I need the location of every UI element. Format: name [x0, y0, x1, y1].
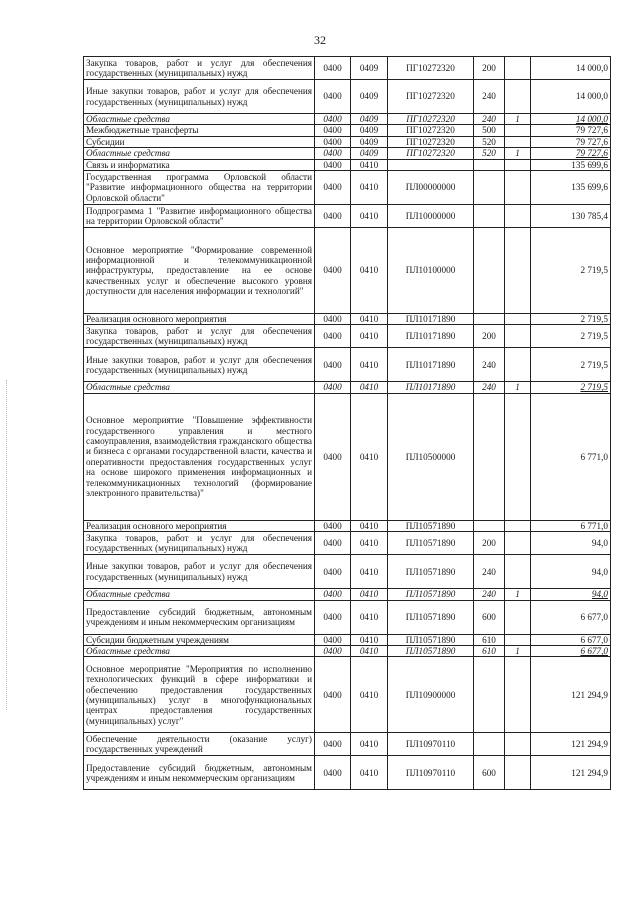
row-sum: 121 294,9: [531, 733, 611, 756]
row-name: Закупка товаров, работ и услуг для обеспечения государственных (муниципальных) нужд: [84, 325, 315, 348]
table-row: [84, 657, 611, 733]
row-source: [505, 520, 531, 531]
row-name: Закупка товаров, работ и услуг для обеспечения государственных (муниципальных) нужд: [84, 532, 315, 555]
row-expense-type: 600: [474, 600, 505, 634]
row-section: 0400: [315, 136, 351, 147]
row-sum: 2 719,5: [531, 314, 611, 325]
row-sum: [531, 382, 611, 393]
row-section: 0400: [315, 159, 351, 170]
table-row: [84, 148, 611, 159]
table-row: [84, 600, 611, 634]
row-source: [505, 555, 531, 589]
row-sum-value: 2 719,5: [580, 382, 608, 393]
row-subsection: 0409: [351, 136, 388, 147]
row-target-article: ПЛ10970110: [388, 733, 474, 756]
row-sum: [531, 148, 611, 159]
row-section: 0400: [315, 125, 351, 136]
row-expense-type: [474, 159, 505, 170]
row-expense-type: [474, 733, 505, 756]
row-subsection: 0410: [351, 228, 388, 314]
table-row: [84, 228, 611, 314]
row-subsection: 0410: [351, 205, 388, 228]
row-subsection: 0409: [351, 57, 388, 80]
row-target-article: ПГ10272320: [388, 136, 474, 147]
row-subsection: 0410: [351, 589, 388, 600]
row-expense-type: 610: [474, 634, 505, 645]
row-expense-type: [474, 314, 505, 325]
row-name: Связь и информатика: [84, 159, 315, 170]
row-source: [505, 80, 531, 114]
row-source: [505, 205, 531, 228]
row-sum: 2 719,5: [531, 228, 611, 314]
row-target-article: ПЛ10100000: [388, 228, 474, 314]
row-name: Областные средства: [84, 114, 315, 125]
row-section: 0400: [315, 57, 351, 80]
row-subsection: 0409: [351, 148, 388, 159]
row-sum-value: 94,0: [591, 589, 608, 600]
row-expense-type: 200: [474, 325, 505, 348]
row-name: Основное мероприятие "Формирование современной информационной и телекоммуникационной инфраструктуры, предоставление на ее основе качественных услуг и обеспечение высокого уровня доступности для населения информации и технологий": [84, 228, 315, 314]
row-subsection: 0410: [351, 756, 388, 790]
row-subsection: 0409: [351, 114, 388, 125]
row-expense-type: 500: [474, 125, 505, 136]
row-sum: 94,0: [531, 555, 611, 589]
row-expense-type: [474, 520, 505, 531]
row-subsection: 0410: [351, 555, 388, 589]
row-expense-type: 240: [474, 555, 505, 589]
row-section: 0400: [315, 756, 351, 790]
row-section: 0400: [315, 205, 351, 228]
row-name: Обеспечение деятельности (оказание услуг) государственных учреждений: [84, 733, 315, 756]
table-row: [84, 171, 611, 205]
row-name: Реализация основного мероприятия: [84, 314, 315, 325]
table-row: [84, 114, 611, 125]
row-sum: 135 699,6: [531, 159, 611, 170]
row-expense-type: 240: [474, 589, 505, 600]
table-row: [84, 634, 611, 645]
row-section: 0400: [315, 589, 351, 600]
row-subsection: 0409: [351, 125, 388, 136]
table-row: [84, 733, 611, 756]
row-section: 0400: [315, 114, 351, 125]
row-subsection: 0410: [351, 348, 388, 382]
row-name: Основное мероприятие "Мероприятия по исполнению технологических функций в сфере информатики и обеспечению предоставления государственных (муниципальных) услуг в многофункциональных центрах предоставления государственных (муниципальных) услуг": [84, 657, 315, 733]
row-source: 1: [505, 148, 531, 159]
row-target-article: ПЛ10970110: [388, 756, 474, 790]
table-row: [84, 348, 611, 382]
row-source: 1: [505, 114, 531, 125]
row-subsection: 0410: [351, 646, 388, 657]
table-row: [84, 532, 611, 555]
row-section: 0400: [315, 393, 351, 520]
row-sum: 2 719,5: [531, 348, 611, 382]
row-source: [505, 348, 531, 382]
row-source: [505, 228, 531, 314]
row-sum-value: 79 727,6: [575, 148, 608, 159]
row-expense-type: 610: [474, 646, 505, 657]
row-sum: 6 677,0: [531, 600, 611, 634]
row-subsection: 0410: [351, 657, 388, 733]
row-section: 0400: [315, 646, 351, 657]
row-subsection: 0410: [351, 325, 388, 348]
row-source: [505, 600, 531, 634]
row-target-article: ПГ10272320: [388, 148, 474, 159]
row-section: 0400: [315, 148, 351, 159]
row-sum: 14 000,0: [531, 57, 611, 80]
row-target-article: ПЛ10900000: [388, 657, 474, 733]
row-name: Основное мероприятие "Повышение эффективности государственного управления и местного самоуправления, взаимодействия гражданского общества и бизнеса с органами государственной власти, качества и оперативности предоставления государственных услуг на основе широкого применения информационных и телекоммуникационных технологий (формирование электронного правительства)": [84, 393, 315, 520]
row-section: 0400: [315, 634, 351, 645]
budget-table-body: [84, 57, 611, 790]
row-subsection: 0410: [351, 393, 388, 520]
table-row: [84, 57, 611, 80]
table-row: [84, 205, 611, 228]
row-source: [505, 159, 531, 170]
table-row: [84, 555, 611, 589]
row-section: 0400: [315, 348, 351, 382]
row-name: Предоставление субсидий бюджетным, автономным учреждениям и иным некоммерческим организациям: [84, 756, 315, 790]
row-name: Предоставление субсидий бюджетным, автономным учреждениям и иным некоммерческим организациям: [84, 600, 315, 634]
row-sum: 79 727,6: [531, 136, 611, 147]
row-section: 0400: [315, 314, 351, 325]
row-sum: [531, 646, 611, 657]
row-section: 0400: [315, 325, 351, 348]
table-row: [84, 325, 611, 348]
row-name: Иные закупки товаров, работ и услуг для обеспечения государственных (муниципальных) нужд: [84, 555, 315, 589]
row-target-article: ПЛ10571890: [388, 646, 474, 657]
row-name: Областные средства: [84, 148, 315, 159]
row-sum: 2 719,5: [531, 325, 611, 348]
table-row: [84, 314, 611, 325]
row-expense-type: 520: [474, 148, 505, 159]
row-section: 0400: [315, 555, 351, 589]
row-target-article: ПЛ10171890: [388, 325, 474, 348]
table-row: [84, 756, 611, 790]
row-section: 0400: [315, 657, 351, 733]
row-name: Областные средства: [84, 646, 315, 657]
row-target-article: ПЛ10171890: [388, 314, 474, 325]
scan-edge-mark: [6, 380, 8, 710]
row-source: [505, 756, 531, 790]
row-sum-value: 6 677,0: [580, 646, 608, 657]
row-source: [505, 171, 531, 205]
row-target-article: ПГ10272320: [388, 80, 474, 114]
row-expense-type: [474, 657, 505, 733]
row-name: Межбюджетные трансферты: [84, 125, 315, 136]
row-expense-type: [474, 171, 505, 205]
row-subsection: 0410: [351, 159, 388, 170]
row-name: Закупка товаров, работ и услуг для обеспечения государственных (муниципальных) нужд: [84, 57, 315, 80]
row-name: Реализация основного мероприятия: [84, 520, 315, 531]
row-expense-type: 240: [474, 348, 505, 382]
row-source: [505, 634, 531, 645]
row-sum: 79 727,6: [531, 125, 611, 136]
row-target-article: ПЛ10571890: [388, 600, 474, 634]
row-subsection: 0410: [351, 382, 388, 393]
row-name: Областные средства: [84, 589, 315, 600]
row-expense-type: 200: [474, 57, 505, 80]
row-subsection: 0410: [351, 634, 388, 645]
page-number: 32: [314, 33, 326, 47]
row-section: 0400: [315, 171, 351, 205]
row-target-article: [388, 159, 474, 170]
row-name: Подпрограмма 1 "Развитие информационного общества на территории Орловской области": [84, 205, 315, 228]
row-sum-value: 14 000,0: [575, 114, 608, 124]
row-target-article: ПЛ10000000: [388, 205, 474, 228]
row-expense-type: 600: [474, 756, 505, 790]
row-name: Иные закупки товаров, работ и услуг для обеспечения государственных (муниципальных) нужд: [84, 80, 315, 114]
row-source: [505, 314, 531, 325]
row-expense-type: [474, 393, 505, 520]
row-section: 0400: [315, 520, 351, 531]
row-target-article: ПЛ10571890: [388, 589, 474, 600]
row-source: [505, 136, 531, 147]
row-subsection: 0410: [351, 314, 388, 325]
row-name: Иные закупки товаров, работ и услуг для обеспечения государственных (муниципальных) нужд: [84, 348, 315, 382]
row-sum: 6 771,0: [531, 393, 611, 520]
row-section: 0400: [315, 532, 351, 555]
row-name: Государственная программа Орловской области "Развитие информационного общества на территории Орловской области": [84, 171, 315, 205]
row-expense-type: 520: [474, 136, 505, 147]
row-target-article: ПГ10272320: [388, 57, 474, 80]
row-name: Субсидии: [84, 136, 315, 147]
row-source: [505, 532, 531, 555]
table-row: [84, 80, 611, 114]
row-source: 1: [505, 589, 531, 600]
table-row: [84, 520, 611, 531]
row-expense-type: 240: [474, 80, 505, 114]
row-source: [505, 325, 531, 348]
row-subsection: 0410: [351, 532, 388, 555]
table-row: [84, 646, 611, 657]
row-target-article: ПЛ10571890: [388, 520, 474, 531]
row-source: [505, 657, 531, 733]
row-target-article: ПГ10272320: [388, 125, 474, 136]
row-sum: 14 000,0: [531, 80, 611, 114]
row-expense-type: [474, 228, 505, 314]
row-section: 0400: [315, 80, 351, 114]
budget-table: [83, 56, 611, 790]
row-expense-type: 240: [474, 382, 505, 393]
row-source: [505, 393, 531, 520]
row-sum: 130 785,4: [531, 205, 611, 228]
table-row: [84, 159, 611, 170]
row-expense-type: 240: [474, 114, 505, 125]
row-sum: 94,0: [531, 532, 611, 555]
table-row: [84, 136, 611, 147]
row-target-article: ПЛ10571890: [388, 555, 474, 589]
row-subsection: 0410: [351, 600, 388, 634]
table-row: [84, 393, 611, 520]
row-sum: 121 294,9: [531, 657, 611, 733]
row-subsection: 0409: [351, 80, 388, 114]
row-target-article: ПГ10272320: [388, 114, 474, 125]
row-source: [505, 57, 531, 80]
row-source: [505, 733, 531, 756]
row-section: 0400: [315, 382, 351, 393]
row-sum: 135 699,6: [531, 171, 611, 205]
table-row: [84, 125, 611, 136]
row-target-article: ПЛ10171890: [388, 348, 474, 382]
row-target-article: ПЛ10571890: [388, 532, 474, 555]
row-target-article: ПЛ10571890: [388, 634, 474, 645]
row-sum: 6 677,0: [531, 634, 611, 645]
row-expense-type: 200: [474, 532, 505, 555]
row-expense-type: [474, 205, 505, 228]
row-section: 0400: [315, 600, 351, 634]
row-name: Областные средства: [84, 382, 315, 393]
row-sum: [531, 589, 611, 600]
table-row: [84, 589, 611, 600]
row-target-article: ПЛ10500000: [388, 393, 474, 520]
row-target-article: ПЛ00000000: [388, 171, 474, 205]
row-source: 1: [505, 646, 531, 657]
row-sum: 121 294,9: [531, 756, 611, 790]
row-sum: [531, 114, 611, 125]
row-subsection: 0410: [351, 733, 388, 756]
row-target-article: ПЛ10171890: [388, 382, 474, 393]
row-subsection: 0410: [351, 520, 388, 531]
row-sum: 6 771,0: [531, 520, 611, 531]
row-section: 0400: [315, 228, 351, 314]
row-section: 0400: [315, 733, 351, 756]
row-source: 1: [505, 382, 531, 393]
table-row: [84, 382, 611, 393]
row-source: [505, 125, 531, 136]
row-name: Субсидии бюджетным учреждениям: [84, 634, 315, 645]
row-subsection: 0410: [351, 171, 388, 205]
